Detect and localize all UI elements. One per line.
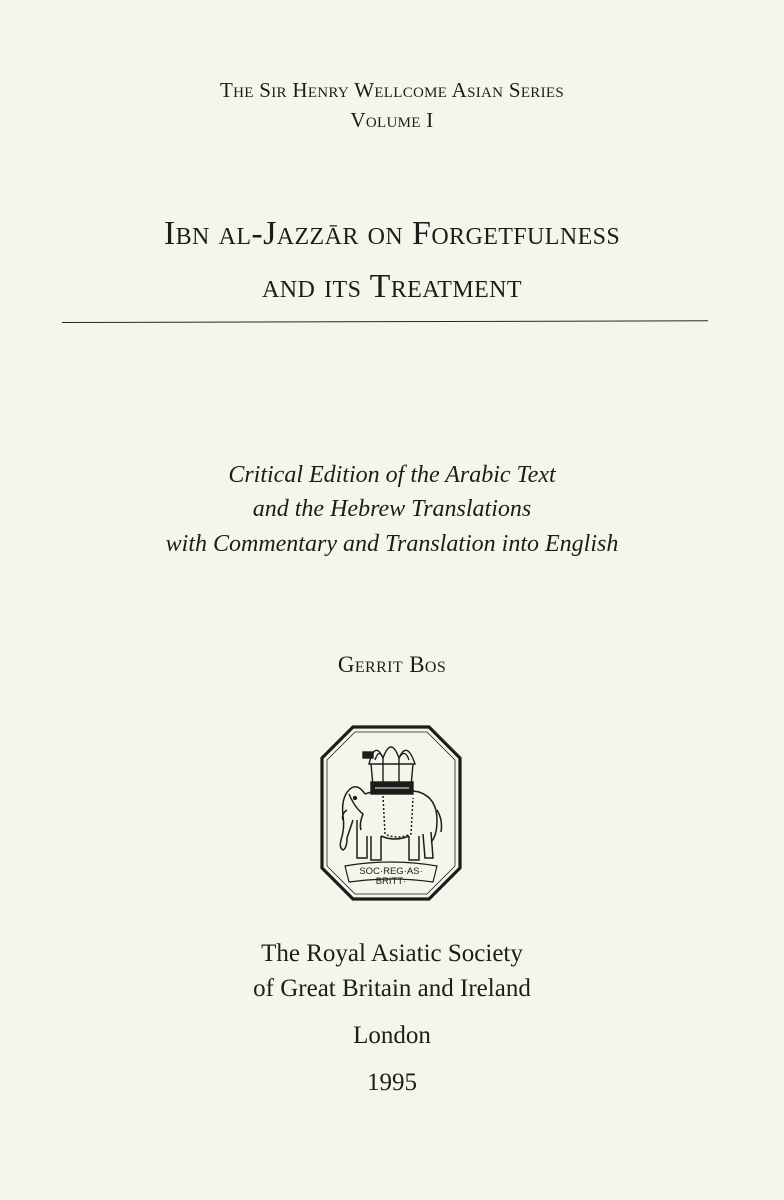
subtitle-line-2: and the Hebrew Translations <box>252 496 532 522</box>
title-divider <box>62 320 708 323</box>
publication-place: London <box>353 1022 431 1049</box>
society-seal-icon <box>319 724 463 902</box>
series-volume: Volume I <box>350 108 434 132</box>
howdah-canopy <box>363 747 415 794</box>
elephant <box>340 787 441 860</box>
book-title-line-2: and its Treatment <box>262 268 522 305</box>
subtitle-line-1: Critical Edition of the Arabic Text <box>228 462 556 488</box>
subtitle-line-3: with Commentary and Translation into English <box>165 531 619 557</box>
series-name: The Sir Henry Wellcome Asian Series <box>219 78 565 102</box>
seal-inscription-panel <box>345 862 437 887</box>
book-title-line-1: Ibn al-Jazzār on Forgetfulness <box>163 215 621 252</box>
seal-inscription-line-1: SOC·REG·AS· <box>359 866 423 877</box>
publication-year: 1995 <box>367 1069 417 1096</box>
publisher-line-1: The Royal Asiatic Society <box>261 940 523 967</box>
seal-inscription-line-2: BRITT· <box>375 876 407 887</box>
author-name: Gerrit Bos <box>337 652 447 677</box>
publisher-line-2: of Great Britain and Ireland <box>253 975 531 1002</box>
